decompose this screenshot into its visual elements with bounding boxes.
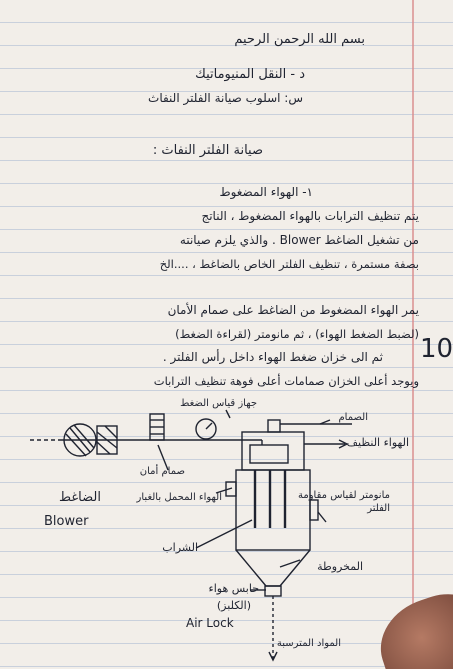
label-pressure-gauge: جهاز قياس الضغط [180, 398, 257, 409]
label-clean-air: الهواء النظيف [346, 436, 409, 449]
valve-symbol [268, 420, 280, 432]
text-line-5: (لضبط الضغط الهواء) ، ثم مانومتر (لقراءة الضغط) [175, 327, 419, 341]
label-manometer: مانومتر لقياس مقاومة الفلتر [298, 490, 390, 514]
text-line-4: يمر الهواء المضغوط من الضاغط على صمام الأمان [167, 303, 419, 317]
text-line-1: يتم تنظيف الترابات بالهواء المضغوط ، الناتج [201, 209, 419, 223]
label-dusty-air: الهواء المحمل بالغبار [136, 492, 222, 503]
text-line-2: من تشغيل الضاغط Blower . والذي يلزم صيانته [179, 233, 419, 247]
airlock-symbol [265, 586, 281, 596]
label-compressor: الضاغط [59, 490, 101, 505]
text-line-6: ثم الى خزان ضغط الهواء داخل رأس الفلتر . [162, 350, 383, 364]
basmala: بسم الله الرحمن الرحيم [234, 32, 365, 47]
item1-title: ١- الهواء المضغوط [219, 185, 313, 199]
text-line-7: ويوجد أعلى الخزان صمامات أعلى فوهة تنظيف الترابات [153, 374, 419, 388]
label-airlock-ar: (الكلبز) [216, 599, 251, 612]
label-airlock-en: Air Lock [186, 616, 234, 630]
section-title: صيانة الفلتر النفاث : [152, 143, 263, 158]
label-valve: الصمام [338, 412, 368, 423]
question-line: س: اسلوب صيانة الفلتر النفاث [148, 91, 303, 105]
text-line-3: بصفة مستمرة ، تنظيف الفلتر الخاص بالضاغط ، ....الخ [159, 257, 419, 271]
label-collected: المواد المترسبة [276, 638, 341, 649]
label-airlock: حابس هواء [208, 582, 259, 595]
side-number: 10 [420, 334, 453, 364]
label-cone: المخروطة [317, 560, 363, 573]
label-bags: الشراب [162, 541, 198, 554]
label-blower: Blower [44, 514, 89, 529]
filter-head [242, 432, 304, 470]
point-d-title: د - النقل المنيوماتيك [195, 67, 305, 82]
hopper-cone [236, 550, 310, 586]
label-safety-valve: صمام أمان [139, 466, 185, 477]
air-tank [250, 445, 288, 463]
